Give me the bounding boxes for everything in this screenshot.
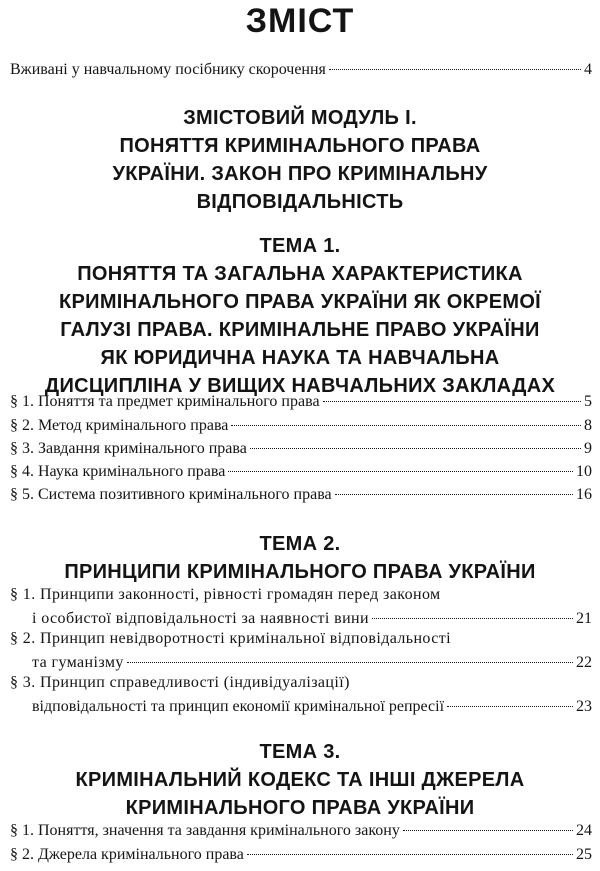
topic-heading-line: ТЕМА 3. xyxy=(259,741,341,763)
topic2-heading xyxy=(0,530,600,586)
dot-leader xyxy=(323,401,581,402)
dot-leader xyxy=(447,706,573,707)
module-heading xyxy=(0,104,600,216)
toc-entry-t2-s2[interactable] xyxy=(10,627,592,675)
toc-entry-label: § 1. Поняття, значення та завдання кримінального закону xyxy=(10,822,400,839)
toc-entry-t1-s1[interactable] xyxy=(10,390,592,414)
toc-page-number: 9 xyxy=(584,440,592,457)
toc-entry-label-cont: та гуманізму xyxy=(32,654,124,671)
topic-heading-line: ДИСЦИПЛІНА У ВИЩИХ НАВЧАЛЬНИХ ЗАКЛАДАХ xyxy=(44,375,556,397)
topic-heading-line: ТЕМА 2. xyxy=(259,533,341,555)
toc-entry-abbreviations[interactable] xyxy=(10,58,592,82)
topic-heading-line: КРИМІНАЛЬНИЙ КОДЕКС ТА ІНШІ ДЖЕРЕЛА xyxy=(75,769,525,791)
toc-entry-t2-s1[interactable] xyxy=(10,583,592,631)
dot-leader xyxy=(329,69,581,70)
toc-entry-t3-s1[interactable] xyxy=(10,819,592,843)
page-title: ЗМІСТ xyxy=(245,2,355,40)
topic-heading-line: ТЕМА 1. xyxy=(259,235,341,257)
toc-page-number: 8 xyxy=(584,417,592,434)
dot-leader xyxy=(231,425,581,426)
toc-entry-t1-s4[interactable] xyxy=(10,460,592,484)
toc-page-number: 10 xyxy=(576,463,592,480)
toc-entry-label: § 1. Поняття та предмет кримінального права xyxy=(10,393,320,410)
toc-entry-label: § 5. Система позитивного кримінального права xyxy=(10,486,332,503)
toc-entry-label: § 2. Метод кримінального права xyxy=(10,417,229,434)
toc-entry-t2-s3[interactable] xyxy=(10,671,592,719)
toc-page-number: 21 xyxy=(576,610,592,627)
topic3-heading xyxy=(0,738,600,822)
module-heading-line: ВІДПОВІДАЛЬНІСТЬ xyxy=(196,191,404,213)
toc-entry-label: § 4. Наука кримінального права xyxy=(10,463,226,480)
topic1-heading xyxy=(0,232,600,400)
toc-page-number: 25 xyxy=(576,846,592,863)
toc-entry-t3-s2[interactable] xyxy=(10,843,592,867)
topic-heading-line: ПОНЯТТЯ ТА ЗАГАЛЬНА ХАРАКТЕРИСТИКА xyxy=(77,263,523,285)
module-heading-line: УКРАЇНИ. ЗАКОН ПРО КРИМІНАЛЬНУ xyxy=(112,163,488,185)
module-heading-line: ЗМІСТОВИЙ МОДУЛЬ І. xyxy=(183,107,417,129)
toc-page-number: 5 xyxy=(584,393,592,410)
dot-leader xyxy=(228,471,573,472)
toc-page-number: 24 xyxy=(576,822,592,839)
toc-entry-t1-s2[interactable] xyxy=(10,414,592,438)
toc-entry-label: § 3. Завдання кримінального права xyxy=(10,440,247,457)
toc-entry-label: § 2. Принцип невідворотності кримінальної відповідальності xyxy=(10,630,451,647)
toc-entry-label-cont: і особистої відповідальності за наявності вини xyxy=(32,610,369,627)
toc-page-number: 4 xyxy=(584,61,592,78)
topic-heading-line: КРИМІНАЛЬНОГО ПРАВА УКРАЇНИ ЯК ОКРЕМОЇ xyxy=(59,291,541,313)
dot-leader xyxy=(403,830,573,831)
dot-leader xyxy=(127,662,573,663)
topic-heading-line: ЯК ЮРИДИЧНА НАУКА ТА НАВЧАЛЬНА xyxy=(100,347,500,369)
dot-leader xyxy=(247,854,573,855)
topic-heading-line: ПРИНЦИПИ КРИМІНАЛЬНОГО ПРАВА УКРАЇНИ xyxy=(64,561,536,583)
dot-leader xyxy=(372,618,573,619)
topic-heading-line: КРИМІНАЛЬНОГО ПРАВА УКРАЇНИ xyxy=(125,797,475,819)
toc-page-number: 16 xyxy=(576,486,592,503)
toc-entry-label: Вживані у навчальному посібнику скорочення xyxy=(10,61,326,78)
toc-page-number: 22 xyxy=(576,654,592,671)
toc-entry-label-cont: відповідальності та принцип економії кримінальної репресії xyxy=(32,698,445,715)
dot-leader xyxy=(335,494,573,495)
toc-entry-label: § 1. Принципи законності, рівності громадян перед законом xyxy=(10,586,441,603)
toc-page-number: 23 xyxy=(576,698,592,715)
toc-entry-t1-s5[interactable] xyxy=(10,483,592,507)
topic-heading-line: ГАЛУЗІ ПРАВА. КРИМІНАЛЬНЕ ПРАВО УКРАЇНИ xyxy=(60,319,540,341)
toc-entry-label: § 2. Джерела кримінального права xyxy=(10,846,244,863)
module-heading-line: ПОНЯТТЯ КРИМІНАЛЬНОГО ПРАВА xyxy=(119,135,481,157)
dot-leader xyxy=(250,448,581,449)
toc-entry-t1-s3[interactable] xyxy=(10,437,592,461)
toc-entry-label: § 3. Принцип справедливості (індивідуалізації) xyxy=(10,674,350,691)
